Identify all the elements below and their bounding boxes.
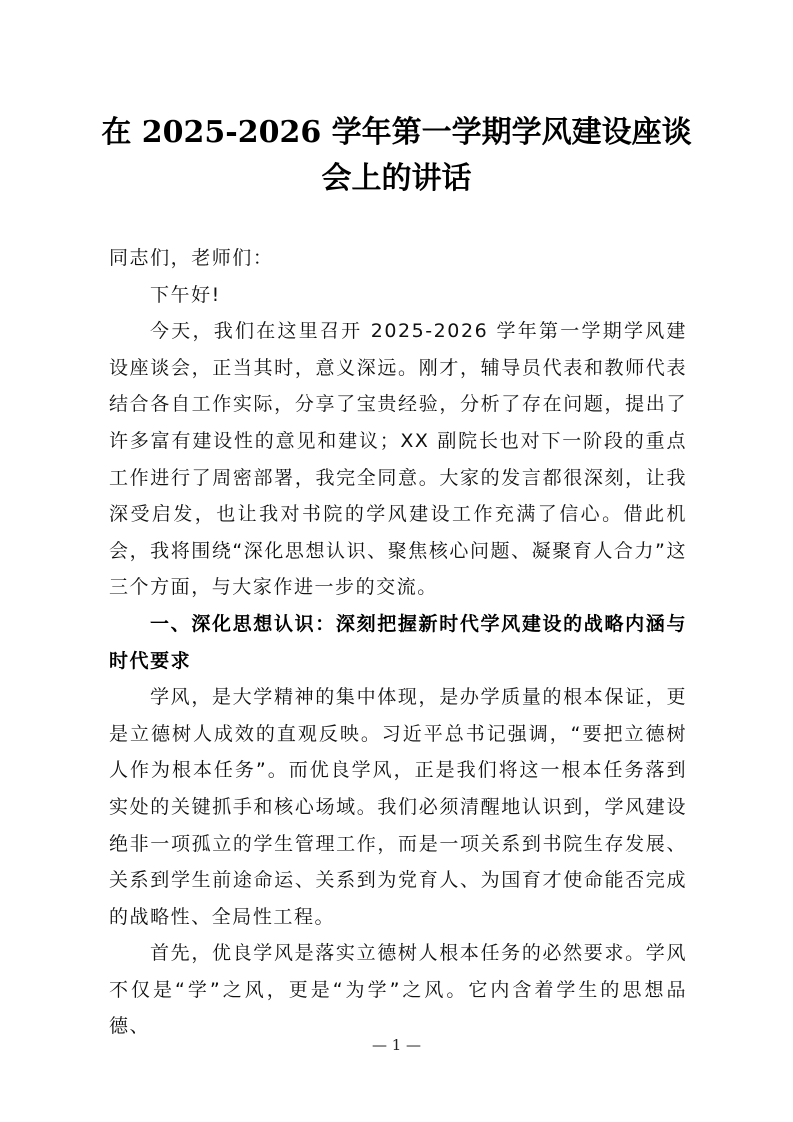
paragraph-first-point: 首先，优良学风是落实立德树人根本任务的必然要求。学风不仅是“学”之风，更是“为学”之风。它内含着学生的思想品德、 xyxy=(109,942,687,1038)
page-number: — 1 — xyxy=(371,1036,422,1054)
document-body xyxy=(109,240,687,1045)
greeting: 下午好! xyxy=(150,283,221,306)
document-title xyxy=(100,110,693,202)
title-line-1: 在 2025-2026 学年第一学期学风建设座谈 xyxy=(101,115,692,150)
title-line-2: 会上的讲话 xyxy=(321,161,472,196)
paragraph-section-1: 学风，是大学精神的集中体现，是办学质量的根本保证，更是立德树人成效的直观反映。习近平总书记强调，“要把立德树人作为根本任务”。而优良学风，正是我们将这一根本任务落到实处的关键抓手和核心场域。我们必须清醒地认识到，学风建设绝非一项孤立的学生管理工作，而是一项关系到书院生存发展、关系到学生前途命运、关系到为党育人、为国育才使命能否完成的战略性、全局性工程。 xyxy=(109,686,687,928)
paragraph-intro: 今天，我们在这里召开 2025-2026 学年第一学期学风建设座谈会，正当其时，意义深远。刚才，辅导员代表和教师代表结合各自工作实际，分享了宝贵经验，分析了存在问题，提出了许多富有建设性的意见和建议；XX 副院长也对下一阶段的重点工作进行了周密部署，我完全同意。大家的发言都很深刻，让我深受启发，也让我对书院的学风建设工作充满了信心。借此机会，我将围绕“深化思想认识、聚焦核心问题、凝聚育人合力”这三个方面，与大家作进一步的交流。 xyxy=(109,320,687,599)
salutation: 同志们，老师们： xyxy=(109,247,274,269)
section-heading-1: 一、深化思想认识：深刻把握新时代学风建设的战略内涵与时代要求 xyxy=(109,612,687,672)
